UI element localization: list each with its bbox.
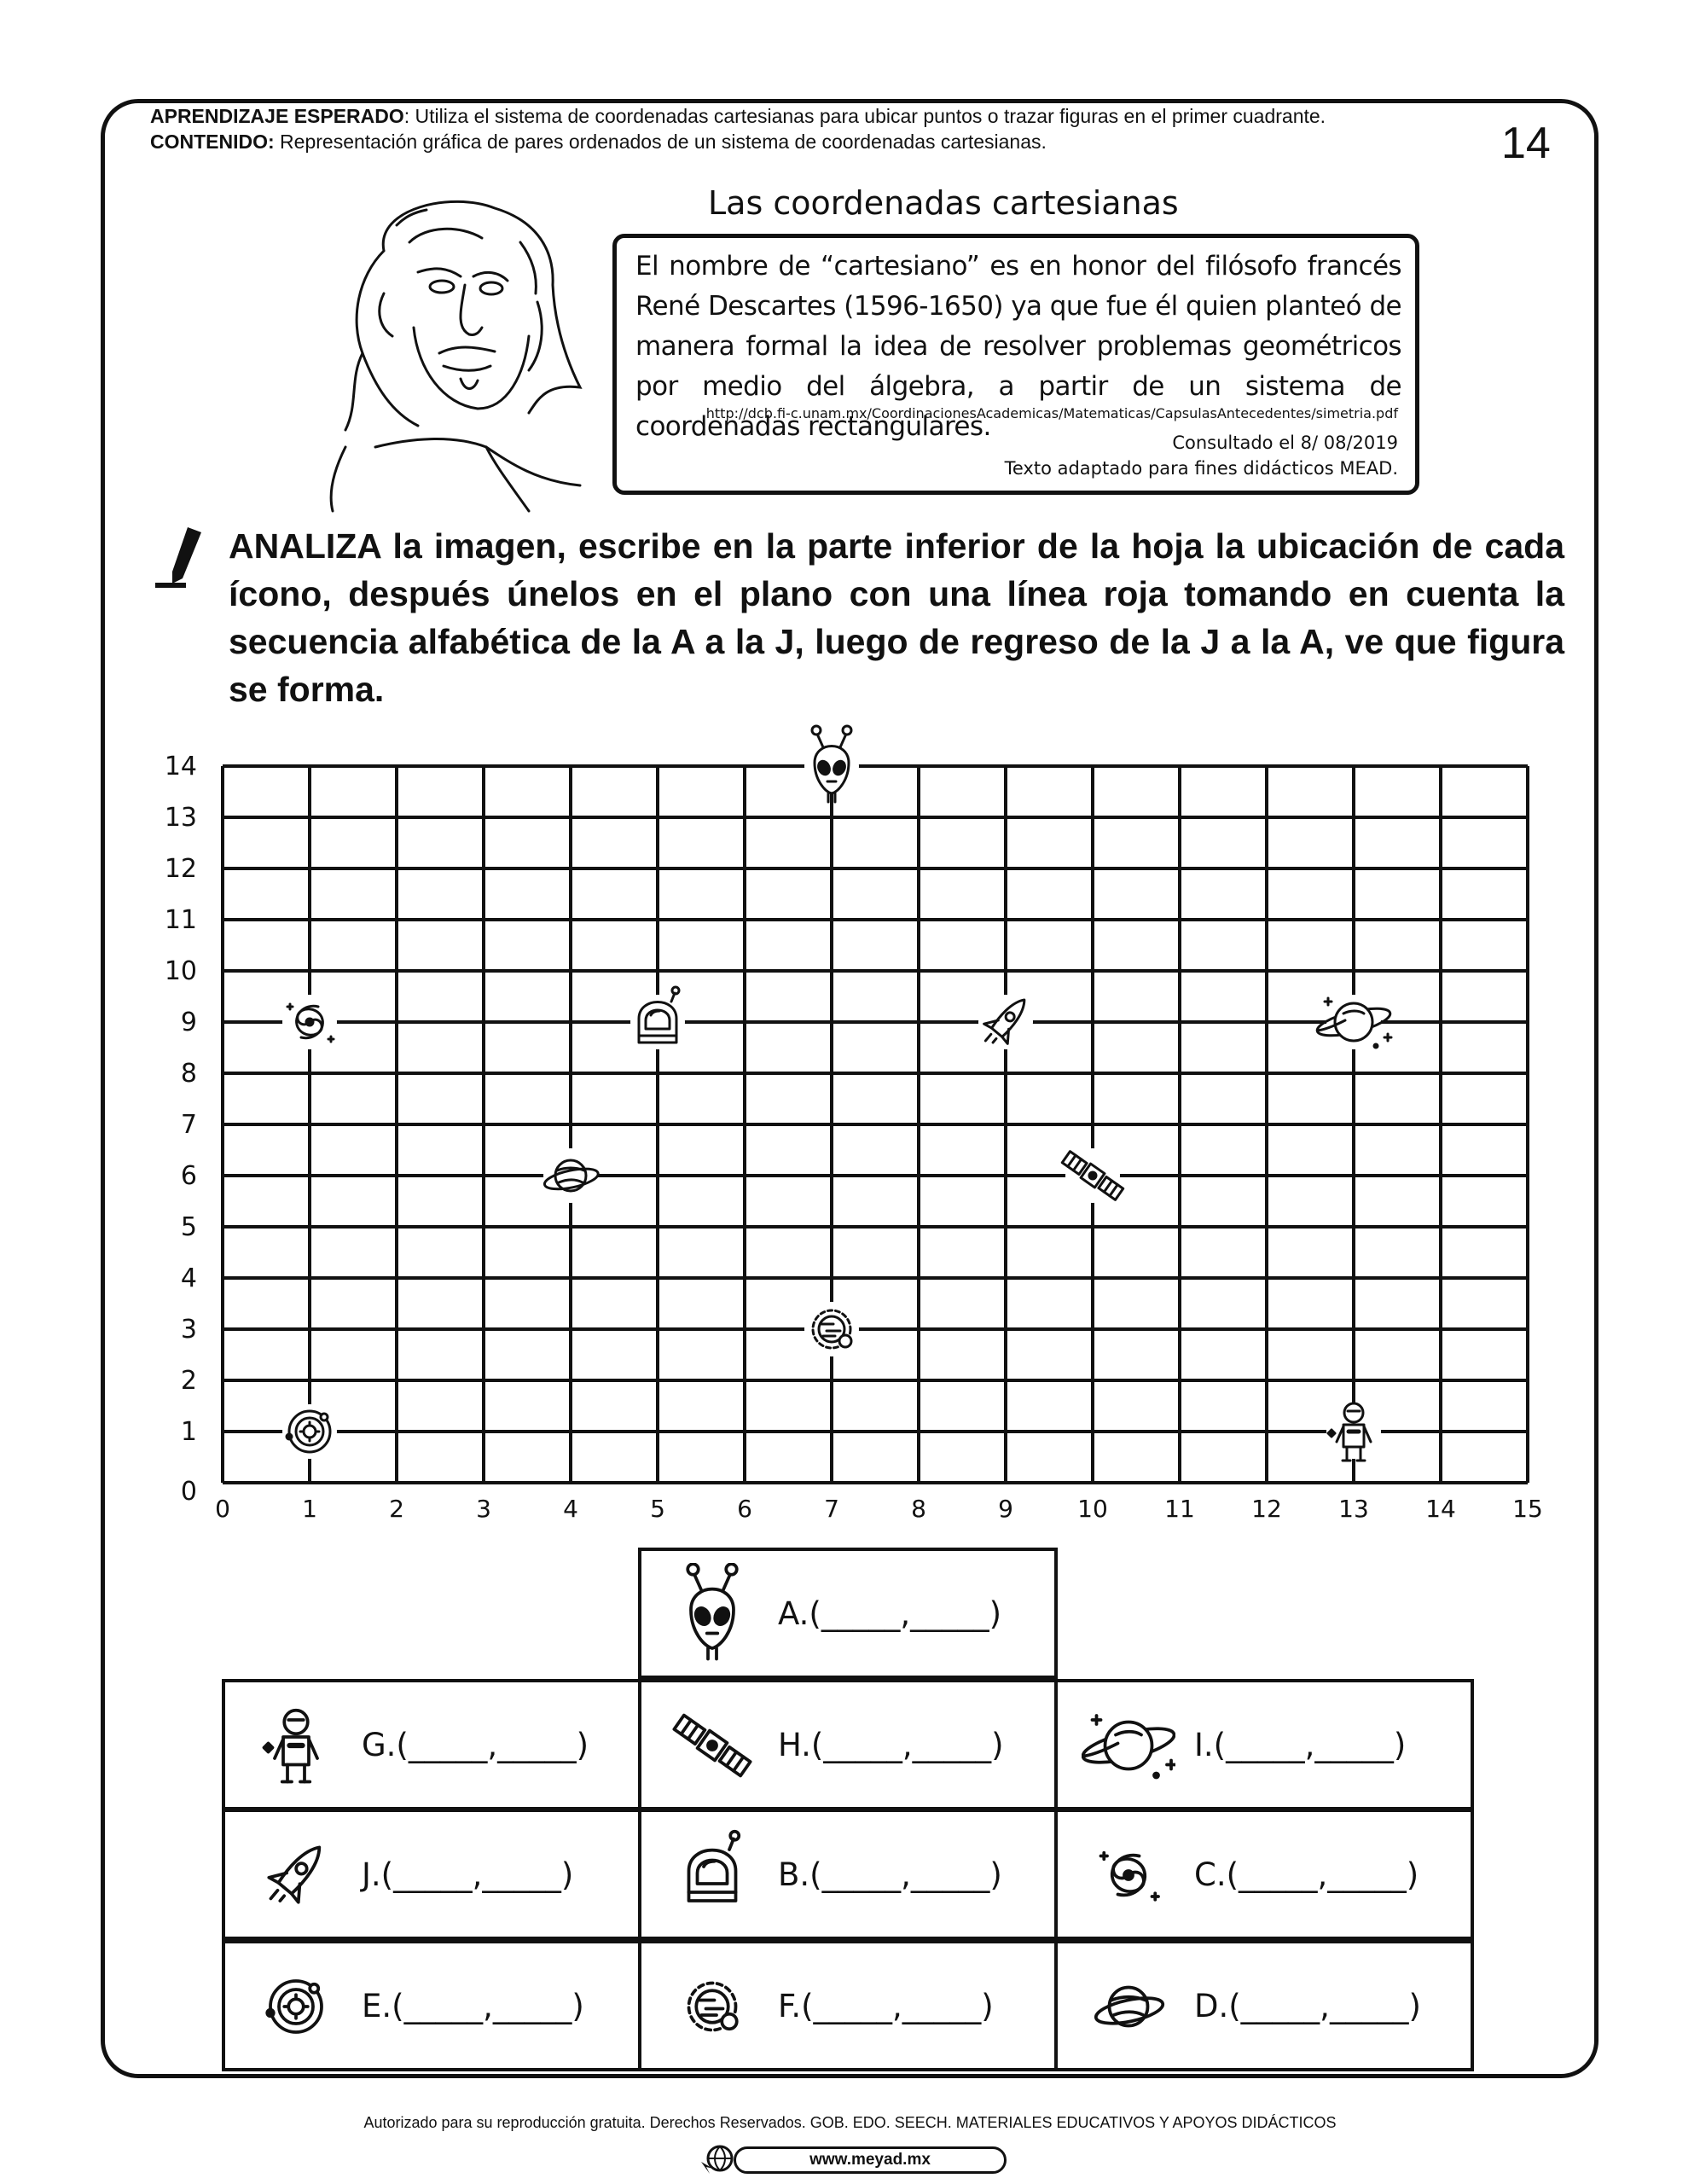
moon-planet-icon — [804, 1302, 859, 1356]
source-url: http://dcb.fi-c.unam.mx/CoordinacionesAcademicas/Matematicas/CapsulasAntecedentes/simetria.pdf — [705, 405, 1398, 421]
learning-objective-label: APRENDIZAJE ESPERADO — [150, 105, 404, 127]
content-text: Representación gráfica de pares ordenados de un sistema de coordenadas cartesianas. — [274, 131, 1047, 153]
answer-cell — [1054, 1940, 1474, 2071]
y-tick-label: 10 — [164, 956, 197, 986]
x-tick-label: 4 — [563, 1495, 578, 1523]
x-tick-label: 6 — [737, 1495, 752, 1523]
y-tick-label: 0 — [180, 1477, 197, 1507]
learning-objective-text: : Utiliza el sistema de coordenadas cartesianas para ubicar puntos o trazar figuras en el primer cuadrante. — [403, 105, 1326, 127]
footer-rights: Autorizado para su reproducción gratuita. Derechos Reservados. GOB. EDO. SEECH. MATERIALES EDUCATIVOS Y APOYOS DIDÁCTICOS — [363, 2114, 1337, 2131]
y-tick-label: 8 — [180, 1059, 197, 1089]
answer-cell — [222, 1809, 641, 1940]
instruction-lead: ANALIZA — [229, 526, 381, 566]
x-tick-label: 12 — [1251, 1495, 1282, 1523]
answer-label[interactable]: H.(_____,_____) — [778, 1727, 1004, 1763]
answer-cell — [222, 1679, 641, 1810]
answer-cell — [638, 1809, 1058, 1940]
x-tick-label: 3 — [476, 1495, 491, 1523]
answer-label[interactable]: G.(_____,_____) — [362, 1727, 589, 1763]
grid-lines — [223, 766, 1528, 1483]
y-tick-label: 7 — [180, 1110, 197, 1140]
x-tick-label: 5 — [650, 1495, 665, 1523]
adapted-note: Texto adaptado para fines didácticos MEAD. — [1004, 458, 1398, 479]
galaxy-icon — [1082, 1824, 1175, 1926]
y-tick-label: 11 — [164, 905, 197, 935]
website-link[interactable]: www.meyad.mx — [734, 2146, 1007, 2174]
x-tick-label: 8 — [911, 1495, 926, 1523]
answer-label[interactable]: F.(_____,_____) — [778, 1988, 994, 2024]
astronaut-icon — [249, 1694, 343, 1797]
answer-label[interactable]: A.(_____,_____) — [778, 1595, 1002, 1632]
y-tick-label: 14 — [164, 752, 197, 781]
x-tick-label: 13 — [1338, 1495, 1369, 1523]
instruction-text: la imagen, escribe en la parte inferior de la hoja la ubicación de cada ícono, después únelos en el plano con una línea roja tomando en cuenta la secuencia alfabética de la A a la J, luego de regreso de la J a la A, ve que figura se forma. — [229, 526, 1564, 709]
planet-icon — [542, 1148, 600, 1203]
x-tick-label: 11 — [1164, 1495, 1195, 1523]
x-tick-label: 15 — [1512, 1495, 1543, 1523]
y-tick-label: 3 — [180, 1315, 197, 1345]
alien-icon — [804, 726, 859, 802]
y-tick-label: 2 — [180, 1366, 197, 1396]
globe-cursor-icon — [698, 2140, 739, 2177]
y-tick-label: 13 — [164, 803, 197, 833]
satellite-icon — [665, 1694, 759, 1797]
y-tick-label: 5 — [180, 1212, 197, 1242]
answer-cell — [222, 1940, 641, 2071]
answer-cell — [1054, 1809, 1474, 1940]
galaxy-icon — [282, 995, 337, 1049]
answer-cell — [638, 1679, 1058, 1810]
answer-label[interactable]: E.(_____,_____) — [362, 1988, 584, 2024]
ringed-planet-icon — [1082, 1694, 1175, 1797]
astronaut-helmet-icon — [630, 987, 685, 1049]
answer-cell — [1054, 1679, 1474, 1810]
answer-cell — [638, 1548, 1058, 1679]
x-tick-label: 0 — [215, 1495, 230, 1523]
content-label: CONTENIDO: — [150, 131, 275, 153]
x-tick-label: 10 — [1077, 1495, 1108, 1523]
moon-planet-icon — [665, 1955, 759, 2058]
y-tick-label: 6 — [180, 1161, 197, 1191]
info-text: El nombre de “cartesiano” es en honor del filósofo francés René Descartes (1596-1650) ya que fue él quien planteó de manera formal la idea de resolver problemas geométricos por medio del álgebra, a partir de un sistema de coordenadas rectangulares. — [635, 251, 1401, 442]
x-tick-label: 14 — [1425, 1495, 1456, 1523]
answer-label[interactable]: I.(_____,_____) — [1194, 1727, 1407, 1763]
answer-cell — [638, 1940, 1058, 2071]
page-number: 14 — [1501, 119, 1551, 168]
x-tick-label: 1 — [302, 1495, 317, 1523]
consulted-date: Consultado el 8/ 08/2019 — [1172, 433, 1398, 453]
y-tick-label: 1 — [180, 1417, 197, 1447]
answer-label[interactable]: B.(_____,_____) — [778, 1856, 1002, 1893]
answer-label[interactable]: D.(_____,_____) — [1194, 1988, 1421, 2024]
astronaut-helmet-icon — [665, 1824, 759, 1926]
solar-system-icon — [249, 1955, 343, 2058]
astronaut-icon — [1326, 1403, 1381, 1461]
x-tick-label: 7 — [824, 1495, 839, 1523]
answer-label[interactable]: J.(_____,_____) — [362, 1856, 574, 1893]
rocket-icon — [249, 1824, 343, 1926]
x-tick-label: 9 — [998, 1495, 1013, 1523]
ringed-planet-icon — [1314, 995, 1392, 1049]
y-tick-label: 9 — [180, 1008, 197, 1037]
y-tick-label: 12 — [164, 854, 197, 884]
alien-icon — [665, 1563, 759, 1665]
solar-system-icon — [282, 1404, 337, 1459]
planet-icon — [1082, 1955, 1175, 2058]
y-tick-label: 4 — [180, 1263, 197, 1293]
x-tick-label: 2 — [389, 1495, 404, 1523]
topic-title: Las coordenadas cartesianas — [708, 184, 1179, 222]
answer-label[interactable]: C.(_____,_____) — [1194, 1856, 1419, 1893]
